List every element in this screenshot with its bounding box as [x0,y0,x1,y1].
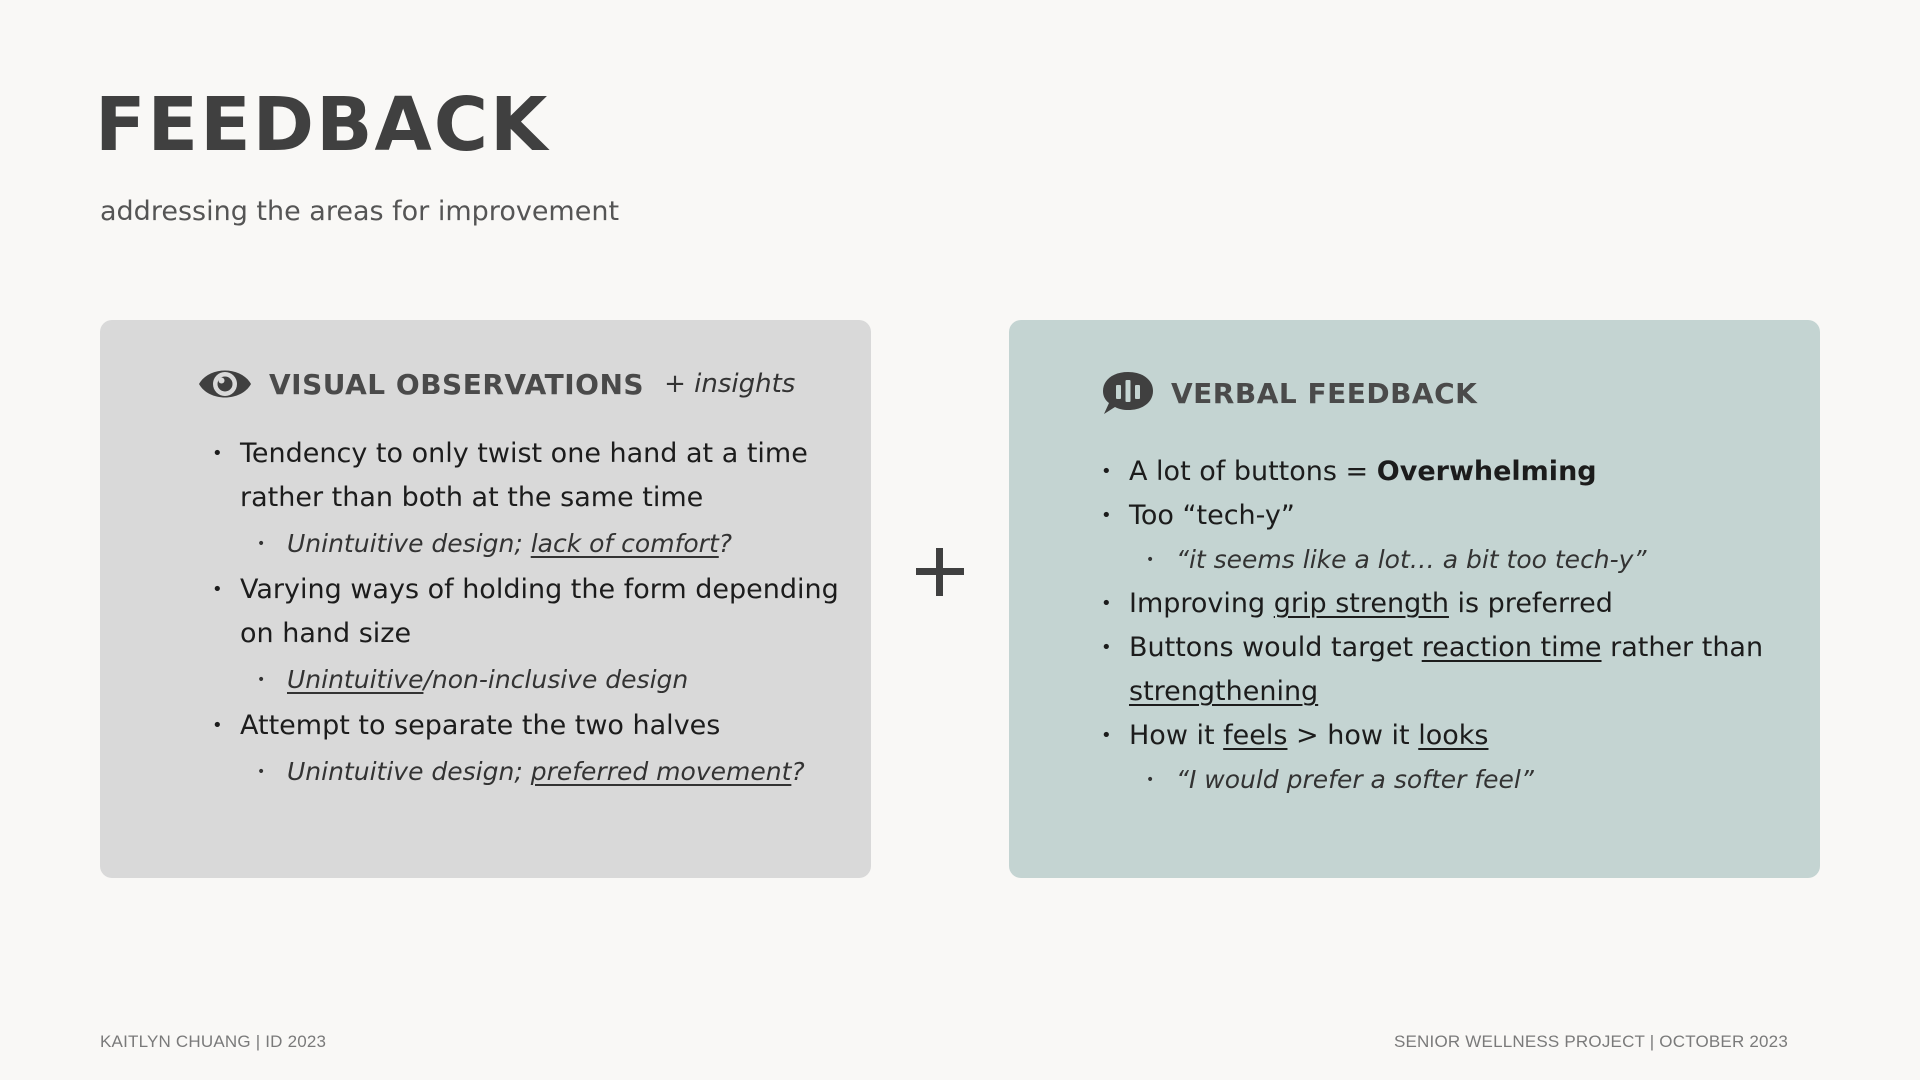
list-item-text: is preferred [1448,588,1613,619]
list-item [1101,450,1791,494]
list-subitem [1101,542,1791,578]
subitem-text: Unintuitive design; [287,529,531,558]
subitem-quote: “I would prefer a softer feel” [1176,765,1534,794]
subitem-text: ? [718,529,733,558]
eye-icon [197,362,253,406]
visual-observations-title: VISUAL OBSERVATIONS [269,367,645,401]
list-subitem [212,660,852,700]
list-subitem [1101,762,1791,798]
insights-tag: + insights [664,369,796,399]
list-item-text: Improving [1129,588,1274,619]
list-item-text: Buttons would target [1129,632,1422,663]
list-subitem [212,752,852,792]
page-subtitle: addressing the areas for improvement [100,196,620,227]
list-item-emphasis: strengthening [1129,676,1319,707]
list-item-emphasis: reaction time [1421,632,1602,663]
verbal-feedback-title: VERBAL FEEDBACK [1171,376,1478,410]
list-item-text: Varying ways of holding the form depending on hand size [240,574,839,649]
list-item [1101,582,1791,626]
page-title: FEEDBACK [95,82,550,168]
verbal-feedback-header [1101,370,1477,416]
verbal-feedback-panel [1009,320,1820,878]
subitem-text: ? [791,757,805,786]
subitem-emphasis: lack of comfort [530,529,719,558]
subitem-quote: “it seems like a lot… a bit too tech-y” [1176,545,1647,574]
list-item [212,568,852,656]
list-item [212,704,852,748]
footer-author: KAITLYN CHUANG | ID 2023 [100,1032,327,1051]
list-item-text: Too “tech-y” [1129,500,1295,531]
footer-project: SENIOR WELLNESS PROJECT | OCTOBER 2023 [1393,1032,1788,1051]
list-item-text: Attempt to separate the two halves [240,710,721,741]
list-item-text: How it [1129,720,1224,751]
list-item-emphasis: Overwhelming [1376,456,1597,487]
list-item-text: A lot of buttons = [1129,456,1377,487]
plus-icon [916,548,964,596]
visual-observations-list [212,432,852,796]
subitem-emphasis: preferred movement [530,757,792,786]
speech-bubble-icon [1101,370,1155,416]
list-item [1101,714,1791,758]
list-item-emphasis: grip strength [1273,588,1449,619]
list-item-emphasis: looks [1418,720,1489,751]
subitem-text: /non-inclusive design [423,665,689,694]
visual-observations-header [197,362,795,406]
list-item-text: rather than [1601,632,1764,663]
list-item [1101,494,1791,538]
subitem-text: Unintuitive design; [287,757,531,786]
list-subitem [212,524,852,564]
visual-observations-panel [100,320,871,878]
list-item [212,432,852,520]
subitem-emphasis: Unintuitive [287,665,424,694]
verbal-feedback-list [1101,450,1791,802]
list-item [1101,626,1791,714]
list-item-text: > how it [1287,720,1419,751]
list-item-text: Tendency to only twist one hand at a time rather than both at the same time [240,438,808,513]
list-item-emphasis: feels [1223,720,1288,751]
